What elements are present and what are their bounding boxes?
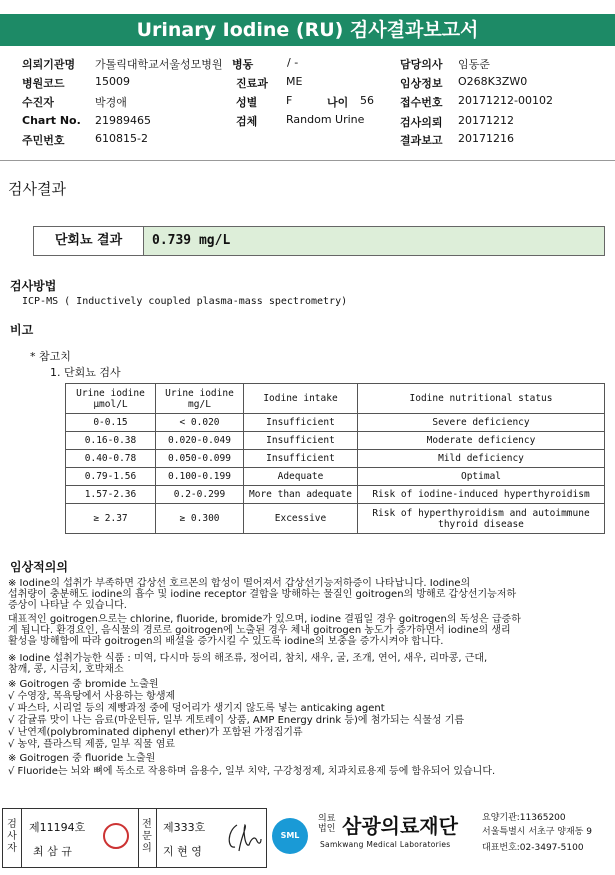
result-box [33, 226, 605, 256]
divider [0, 160, 615, 161]
cell: Insufficient [244, 432, 358, 450]
cell: 0.020-0.049 [156, 432, 244, 450]
report-value: 20171216 [458, 132, 514, 145]
cell: Severe deficiency [358, 414, 605, 432]
age-value: 56 [360, 94, 374, 107]
patient-label: 수진자 [22, 96, 54, 109]
ward-value: / - [287, 56, 299, 69]
chart-value: 21989465 [95, 114, 151, 127]
receipt-value: 20171212-00102 [458, 94, 553, 107]
age-label: 나이 [327, 96, 349, 109]
clinical-label: 임상정보 [400, 77, 443, 90]
cell: Insufficient [244, 414, 358, 432]
cell: 0.16-0.38 [66, 432, 156, 450]
specialist-label: 전문의 [142, 819, 152, 854]
footer [0, 808, 615, 868]
note-line: 증상이 나타날 수 있습니다. [8, 600, 127, 611]
cell: 0.2-0.299 [156, 486, 244, 504]
col-umol: Urine iodine μmol/L [66, 384, 156, 414]
code-value: 15009 [95, 75, 130, 88]
cell: 0.100-0.199 [156, 468, 244, 486]
cell: More than adequate [244, 486, 358, 504]
request-label: 검사의뢰 [400, 116, 443, 129]
note-line: 섭취량이 충분해도 iodine의 흡수 및 iodine receptor 결합을 방해하는 물질인 goitrogen의 방해로 갑상선기능저하 [8, 589, 517, 600]
report-title: Urinary Iodine (RU) 검사결과보고서 [0, 14, 615, 46]
note-line: √ 수영장, 목욕탕에서 사용하는 항생제 [8, 691, 176, 702]
cell: 0.40-0.78 [66, 450, 156, 468]
specialist-no: 제333호 [163, 821, 206, 834]
receipt-label: 접수번호 [400, 96, 443, 109]
result-value: 0.739 mg/L [144, 227, 604, 255]
inspector-no: 제11194호 [29, 821, 86, 834]
cell: 0.79-1.56 [66, 468, 156, 486]
note-line: ※ Iodine의 섭취가 부족하면 갑상선 호르몬의 합성이 떨어져서 갑상선기능저하증이 나타납니다. Iodine의 [8, 578, 471, 589]
note-line: √ 파스타, 시리얼 등의 제빵과정 중에 덩어리가 생기지 않도록 넣는 anticaking agent [8, 703, 385, 714]
table-row [66, 450, 605, 468]
hospital-value: 가톨릭대학교서울성모병원 [95, 58, 223, 71]
remarks-title: 비고 [10, 323, 34, 337]
col-intake: Iodine intake [244, 384, 358, 414]
table-row [66, 468, 605, 486]
reference-table [65, 383, 605, 534]
table-row [66, 432, 605, 450]
cell: ≥ 2.37 [66, 504, 156, 534]
clinical-value: O268K3ZW0 [458, 75, 528, 88]
note-line: √ 난연제(polybrominated diphenyl ether)가 포함된 가정집기류 [8, 727, 303, 738]
note-line: ※ Goitrogen 중 bromide 노출원 [8, 679, 159, 690]
resident-value: 610815-2 [95, 132, 148, 145]
cell: < 0.020 [156, 414, 244, 432]
request-value: 20171212 [458, 114, 514, 127]
cell: Adequate [244, 468, 358, 486]
note-line: √ 감귤류 맛이 나는 음료(마운틴듀, 일부 게토레이 상품, AMP Energy drink 등)에 첨가되는 식물성 기름 [8, 715, 465, 726]
ref-sub: 1. 단회뇨 검사 [50, 366, 121, 379]
sml-logo-icon: SML [272, 818, 308, 854]
clinical-notes-title: 임상적의의 [10, 560, 68, 574]
result-label: 단회뇨 결과 [34, 227, 144, 255]
report-label: 결과보고 [400, 134, 443, 147]
cell: Risk of iodine-induced hyperthyroidism [358, 486, 605, 504]
cell: 1.57-2.36 [66, 486, 156, 504]
patient-value: 박경애 [95, 96, 127, 109]
signature-icon [225, 821, 263, 855]
dept-value: ME [286, 75, 303, 88]
org-english: Samkwang Medical Laboratories [320, 840, 451, 849]
table-row [66, 504, 605, 534]
col-status: Iodine nutritional status [358, 384, 605, 414]
cell: Optimal [358, 468, 605, 486]
note-line: 참깨, 콩, 시금치, 호박채소 [8, 664, 124, 675]
note-line: ※ Goitrogen 중 fluoride 노출원 [8, 753, 156, 764]
table-row [66, 414, 605, 432]
ward-label: 병동 [232, 58, 254, 71]
cell: Mild deficiency [358, 450, 605, 468]
org-name: 삼광의료재단 [342, 814, 458, 838]
note-line: 대표적인 goitrogen으로는 chlorine, fluoride, bromide가 있으며, iodine 결핍일 경우 goitrogen의 독성은 급증하 [8, 614, 521, 625]
doctor-label: 담당의사 [400, 58, 443, 71]
org-prefix: 의료법인 [318, 814, 336, 834]
method-title: 검사방법 [10, 279, 57, 293]
note-line: 활성을 방해함에 따라 goitrogen의 배설을 증가시킬 수 있도록 iodine의 보충을 증가시켜야 합니다. [8, 636, 444, 647]
method-text: ICP-MS ( Inductively coupled plasma-mass spectrometry) [22, 296, 348, 307]
specialist-name: 지 현 영 [163, 845, 202, 858]
hospital-label: 의뢰기관명 [22, 58, 76, 71]
ref-title: * 참고치 [30, 350, 71, 363]
table-row [66, 486, 605, 504]
dept-label: 진료과 [236, 77, 268, 90]
specimen-value: Random Urine [286, 113, 365, 126]
result-section-title: 검사결과 [8, 180, 66, 198]
agency-number: 요양기관:11365200 [482, 813, 566, 823]
cell: Insufficient [244, 450, 358, 468]
sex-value: F [286, 94, 293, 107]
signature-box [2, 808, 267, 868]
cell: 0-0.15 [66, 414, 156, 432]
seal-stamp-icon [103, 823, 129, 849]
cell: 0.050-0.099 [156, 450, 244, 468]
table-header-row [66, 384, 605, 414]
cell: Excessive [244, 504, 358, 534]
chart-label: Chart No. [22, 114, 81, 127]
resident-label: 주민번호 [22, 134, 65, 147]
cell: ≥ 0.300 [156, 504, 244, 534]
sex-label: 성별 [236, 96, 258, 109]
org-address: 서울특별시 서초구 양재동 9 [482, 827, 592, 837]
col-mgl: Urine iodine mg/L [156, 384, 244, 414]
org-phone: 대표번호:02-3497-5100 [482, 843, 584, 853]
cell: Moderate deficiency [358, 432, 605, 450]
doctor-value: 임동준 [458, 58, 490, 71]
cell: Risk of hyperthyroidism and autoimmune thyroid disease [358, 504, 605, 534]
inspector-label: 검사자 [7, 819, 17, 854]
specimen-label: 검체 [236, 115, 258, 128]
note-line: 게 됩니다. 환경요인, 음식물의 경로로 goitrogen에 노출된 경우 체내 goitrogen 농도가 증가하면서 iodine의 생리 [8, 625, 511, 636]
note-line: √ Fluoride는 뇌와 뼈에 독소로 작용하며 음용수, 일부 치약, 구강청정제, 치과치료용제 등에 함유되어 있습니다. [8, 766, 496, 777]
note-line: √ 농약, 플라스틱 제품, 일부 직물 염료 [8, 739, 176, 750]
code-label: 병원코드 [22, 77, 65, 90]
note-line: ※ Iodine 섭취가능한 식품 : 미역, 다시마 등의 해조류, 정어리, 참치, 새우, 굴, 조개, 연어, 새우, 리마콩, 근대, [8, 653, 488, 664]
inspector-name: 최 삼 규 [33, 845, 72, 858]
